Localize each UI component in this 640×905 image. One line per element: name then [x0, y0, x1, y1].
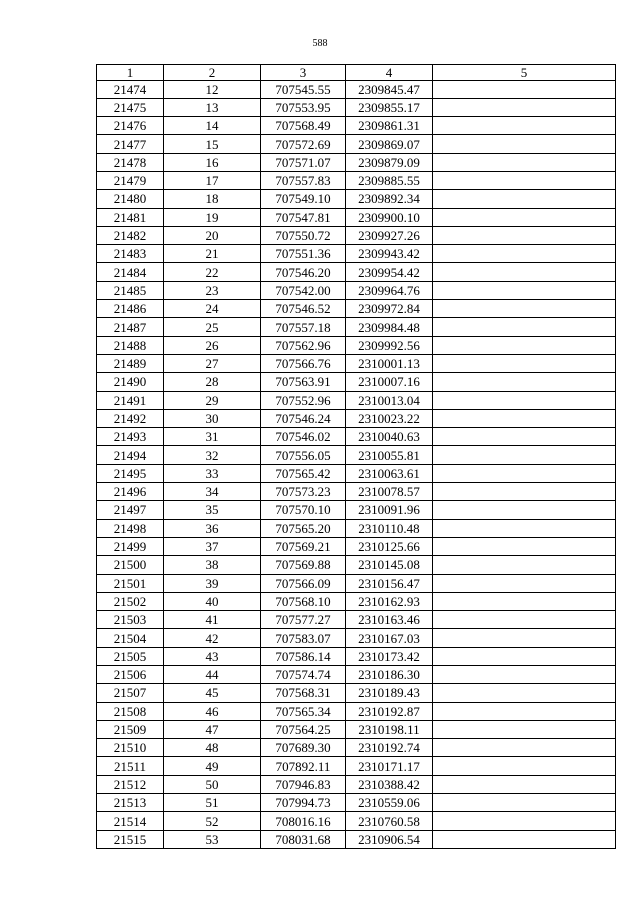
table-row [97, 245, 616, 263]
table-row [97, 666, 616, 684]
table-cell-col-4: 2310001.13 [346, 354, 433, 372]
table-cell-col-2: 50 [164, 775, 261, 793]
table-cell-col-2: 14 [164, 117, 261, 135]
table-cell-col-2: 44 [164, 666, 261, 684]
table-cell-col-2: 45 [164, 684, 261, 702]
table-cell-col-5 [433, 519, 616, 537]
table-cell-col-1: 21486 [97, 300, 164, 318]
table-cell-col-2: 43 [164, 647, 261, 665]
column-header-4: 4 [346, 65, 433, 81]
table-cell-col-5 [433, 80, 616, 98]
coordinates-table [96, 64, 616, 849]
table-cell-col-4: 2310192.74 [346, 739, 433, 757]
table-cell-col-1: 21504 [97, 629, 164, 647]
table-row [97, 556, 616, 574]
page-number: 588 [312, 38, 328, 49]
table-cell-col-2: 41 [164, 611, 261, 629]
table-cell-col-5 [433, 318, 616, 336]
table-row [97, 647, 616, 665]
table-row [97, 446, 616, 464]
table-cell-col-3: 707546.02 [261, 428, 346, 446]
table-cell-col-2: 27 [164, 354, 261, 372]
table-cell-col-5 [433, 98, 616, 116]
table-cell-col-5 [433, 135, 616, 153]
table-cell-col-1: 21503 [97, 611, 164, 629]
table-cell-col-2: 51 [164, 794, 261, 812]
table-cell-col-1: 21497 [97, 501, 164, 519]
table-cell-col-3: 707545.55 [261, 80, 346, 98]
table-cell-col-1: 21485 [97, 281, 164, 299]
table-cell-col-5 [433, 794, 616, 812]
table-cell-col-3: 707553.95 [261, 98, 346, 116]
table-row [97, 611, 616, 629]
table-cell-col-3: 707546.24 [261, 409, 346, 427]
table-cell-col-1: 21481 [97, 208, 164, 226]
table-cell-col-2: 26 [164, 336, 261, 354]
table-cell-col-3: 707946.83 [261, 775, 346, 793]
table-cell-col-3: 707542.00 [261, 281, 346, 299]
table-cell-col-5 [433, 446, 616, 464]
table-cell-col-1: 21511 [97, 757, 164, 775]
table-row [97, 629, 616, 647]
table-cell-col-4: 2310198.11 [346, 720, 433, 738]
table-cell-col-2: 32 [164, 446, 261, 464]
table-row [97, 812, 616, 830]
table-cell-col-2: 46 [164, 702, 261, 720]
table-cell-col-1: 21474 [97, 80, 164, 98]
table-cell-col-3: 708016.16 [261, 812, 346, 830]
table-cell-col-3: 707550.72 [261, 226, 346, 244]
table-cell-col-1: 21482 [97, 226, 164, 244]
table-cell-col-4: 2309869.07 [346, 135, 433, 153]
table-cell-col-5 [433, 464, 616, 482]
table-cell-col-3: 707565.42 [261, 464, 346, 482]
table-cell-col-1: 21499 [97, 537, 164, 555]
table-cell-col-5 [433, 300, 616, 318]
table-cell-col-1: 21513 [97, 794, 164, 812]
table-cell-col-4: 2310162.93 [346, 592, 433, 610]
table-cell-col-3: 707546.20 [261, 263, 346, 281]
table-cell-col-2: 49 [164, 757, 261, 775]
table-cell-col-5 [433, 812, 616, 830]
table-cell-col-2: 24 [164, 300, 261, 318]
table-cell-col-3: 707547.81 [261, 208, 346, 226]
table-row [97, 428, 616, 446]
table-row [97, 190, 616, 208]
table-cell-col-2: 19 [164, 208, 261, 226]
table-cell-col-2: 25 [164, 318, 261, 336]
table-cell-col-4: 2310091.96 [346, 501, 433, 519]
table-cell-col-1: 21480 [97, 190, 164, 208]
table-cell-col-2: 28 [164, 373, 261, 391]
table-row [97, 117, 616, 135]
table-cell-col-1: 21501 [97, 574, 164, 592]
table-cell-col-4: 2310906.54 [346, 830, 433, 848]
table-cell-col-3: 707689.30 [261, 739, 346, 757]
table-cell-col-4: 2309845.47 [346, 80, 433, 98]
table-cell-col-1: 21495 [97, 464, 164, 482]
table-row [97, 702, 616, 720]
table-cell-col-1: 21515 [97, 830, 164, 848]
table-row [97, 519, 616, 537]
table-row [97, 775, 616, 793]
table-cell-col-2: 42 [164, 629, 261, 647]
table-row [97, 281, 616, 299]
table-row [97, 794, 616, 812]
table-cell-col-5 [433, 409, 616, 427]
table-cell-col-4: 2310055.81 [346, 446, 433, 464]
table-cell-col-5 [433, 428, 616, 446]
table-row [97, 318, 616, 336]
table-cell-col-4: 2309879.09 [346, 153, 433, 171]
table-cell-col-3: 707568.10 [261, 592, 346, 610]
table-cell-col-2: 48 [164, 739, 261, 757]
table-cell-col-4: 2310023.22 [346, 409, 433, 427]
table-cell-col-1: 21479 [97, 171, 164, 189]
table-cell-col-3: 707583.07 [261, 629, 346, 647]
table-cell-col-1: 21475 [97, 98, 164, 116]
table-cell-col-5 [433, 171, 616, 189]
table-cell-col-5 [433, 830, 616, 848]
table-cell-col-5 [433, 592, 616, 610]
table-row [97, 391, 616, 409]
table-cell-col-3: 707586.14 [261, 647, 346, 665]
table-cell-col-3: 707562.96 [261, 336, 346, 354]
table-row [97, 153, 616, 171]
header-row [97, 65, 616, 81]
table-cell-col-3: 707570.10 [261, 501, 346, 519]
table-row [97, 483, 616, 501]
table-cell-col-1: 21505 [97, 647, 164, 665]
table-cell-col-1: 21500 [97, 556, 164, 574]
table-cell-col-4: 2310013.04 [346, 391, 433, 409]
table-cell-col-2: 34 [164, 483, 261, 501]
table-cell-col-4: 2310760.58 [346, 812, 433, 830]
table-row [97, 135, 616, 153]
table-cell-col-5 [433, 611, 616, 629]
table-cell-col-3: 707552.96 [261, 391, 346, 409]
table-cell-col-1: 21494 [97, 446, 164, 464]
table-cell-col-3: 707566.09 [261, 574, 346, 592]
table-cell-col-1: 21477 [97, 135, 164, 153]
table-cell-col-2: 15 [164, 135, 261, 153]
table-cell-col-2: 31 [164, 428, 261, 446]
table-cell-col-4: 2310192.87 [346, 702, 433, 720]
table-cell-col-5 [433, 336, 616, 354]
table-row [97, 80, 616, 98]
table-cell-col-1: 21496 [97, 483, 164, 501]
table-cell-col-3: 707565.34 [261, 702, 346, 720]
table-cell-col-2: 20 [164, 226, 261, 244]
table-cell-col-3: 707892.11 [261, 757, 346, 775]
table-cell-col-1: 21487 [97, 318, 164, 336]
table-cell-col-4: 2310189.43 [346, 684, 433, 702]
table-cell-col-4: 2310078.57 [346, 483, 433, 501]
table-cell-col-3: 708031.68 [261, 830, 346, 848]
table-cell-col-5 [433, 666, 616, 684]
table-cell-col-2: 29 [164, 391, 261, 409]
table-row [97, 537, 616, 555]
table-cell-col-4: 2310063.61 [346, 464, 433, 482]
table-cell-col-3: 707574.74 [261, 666, 346, 684]
table-cell-col-1: 21506 [97, 666, 164, 684]
table-cell-col-1: 21493 [97, 428, 164, 446]
table-cell-col-5 [433, 775, 616, 793]
table-cell-col-5 [433, 354, 616, 372]
table-cell-col-1: 21509 [97, 720, 164, 738]
table-cell-col-3: 707569.88 [261, 556, 346, 574]
table-cell-col-1: 21484 [97, 263, 164, 281]
table-cell-col-1: 21492 [97, 409, 164, 427]
table-cell-col-3: 707573.23 [261, 483, 346, 501]
table-cell-col-5 [433, 373, 616, 391]
table-row [97, 757, 616, 775]
table-cell-col-4: 2309943.42 [346, 245, 433, 263]
table-cell-col-1: 21489 [97, 354, 164, 372]
table-cell-col-2: 33 [164, 464, 261, 482]
table-row [97, 720, 616, 738]
table-cell-col-5 [433, 757, 616, 775]
table-cell-col-3: 707556.05 [261, 446, 346, 464]
table-cell-col-1: 21478 [97, 153, 164, 171]
column-header-1: 1 [97, 65, 164, 81]
column-header-2: 2 [164, 65, 261, 81]
table-row [97, 684, 616, 702]
table-body [97, 80, 616, 848]
table-cell-col-4: 2309861.31 [346, 117, 433, 135]
table-cell-col-4: 2309992.56 [346, 336, 433, 354]
table-cell-col-5 [433, 684, 616, 702]
table-cell-col-3: 707557.83 [261, 171, 346, 189]
table-cell-col-4: 2310007.16 [346, 373, 433, 391]
table-cell-col-3: 707549.10 [261, 190, 346, 208]
table-cell-col-3: 707568.49 [261, 117, 346, 135]
table-cell-col-5 [433, 629, 616, 647]
table-cell-col-3: 707571.07 [261, 153, 346, 171]
table-cell-col-5 [433, 483, 616, 501]
table-row [97, 464, 616, 482]
table-cell-col-5 [433, 537, 616, 555]
table-cell-col-1: 21512 [97, 775, 164, 793]
table-cell-col-2: 38 [164, 556, 261, 574]
table-cell-col-4: 2309900.10 [346, 208, 433, 226]
table-cell-col-1: 21502 [97, 592, 164, 610]
table-cell-col-3: 707569.21 [261, 537, 346, 555]
table-cell-col-3: 707565.20 [261, 519, 346, 537]
table-cell-col-5 [433, 208, 616, 226]
table-cell-col-2: 21 [164, 245, 261, 263]
table-cell-col-3: 707572.69 [261, 135, 346, 153]
table-cell-col-1: 21507 [97, 684, 164, 702]
table-cell-col-4: 2310040.63 [346, 428, 433, 446]
column-header-5: 5 [433, 65, 616, 81]
table-cell-col-4: 2310145.08 [346, 556, 433, 574]
table-cell-col-2: 17 [164, 171, 261, 189]
table-cell-col-1: 21491 [97, 391, 164, 409]
table-row [97, 336, 616, 354]
table-cell-col-2: 23 [164, 281, 261, 299]
table-row [97, 830, 616, 848]
table-cell-col-2: 47 [164, 720, 261, 738]
table-cell-col-2: 16 [164, 153, 261, 171]
table-cell-col-2: 12 [164, 80, 261, 98]
table-cell-col-4: 2310167.03 [346, 629, 433, 647]
table-cell-col-5 [433, 245, 616, 263]
table-cell-col-2: 30 [164, 409, 261, 427]
table-cell-col-1: 21476 [97, 117, 164, 135]
table-cell-col-3: 707563.91 [261, 373, 346, 391]
table-row [97, 592, 616, 610]
table-cell-col-5 [433, 153, 616, 171]
table-cell-col-5 [433, 720, 616, 738]
table-cell-col-5 [433, 281, 616, 299]
table-cell-col-1: 21488 [97, 336, 164, 354]
table-cell-col-1: 21508 [97, 702, 164, 720]
table-row [97, 300, 616, 318]
table-row [97, 574, 616, 592]
table-row [97, 739, 616, 757]
table-row [97, 208, 616, 226]
table-cell-col-1: 21514 [97, 812, 164, 830]
table-cell-col-4: 2310156.47 [346, 574, 433, 592]
table-cell-col-4: 2310110.48 [346, 519, 433, 537]
table-cell-col-5 [433, 574, 616, 592]
table-cell-col-2: 18 [164, 190, 261, 208]
table-cell-col-5 [433, 647, 616, 665]
table-cell-col-4: 2310388.42 [346, 775, 433, 793]
table-row [97, 501, 616, 519]
column-header-3: 3 [261, 65, 346, 81]
table-cell-col-4: 2309892.34 [346, 190, 433, 208]
table-row [97, 226, 616, 244]
table-cell-col-4: 2310163.46 [346, 611, 433, 629]
table-cell-col-5 [433, 226, 616, 244]
table-cell-col-4: 2309885.55 [346, 171, 433, 189]
table-row [97, 354, 616, 372]
table-row [97, 263, 616, 281]
table-cell-col-3: 707557.18 [261, 318, 346, 336]
table-row [97, 171, 616, 189]
table-cell-col-4: 2310559.06 [346, 794, 433, 812]
table-cell-col-4: 2309927.26 [346, 226, 433, 244]
table-cell-col-1: 21490 [97, 373, 164, 391]
table-cell-col-2: 35 [164, 501, 261, 519]
table-row [97, 409, 616, 427]
table-cell-col-3: 707546.52 [261, 300, 346, 318]
table-cell-col-4: 2310173.42 [346, 647, 433, 665]
table-cell-col-1: 21498 [97, 519, 164, 537]
table-cell-col-5 [433, 117, 616, 135]
table-cell-col-4: 2309954.42 [346, 263, 433, 281]
table-cell-col-4: 2309964.76 [346, 281, 433, 299]
table-cell-col-3: 707566.76 [261, 354, 346, 372]
table-cell-col-5 [433, 263, 616, 281]
table-cell-col-5 [433, 190, 616, 208]
table-cell-col-2: 22 [164, 263, 261, 281]
table-cell-col-3: 707577.27 [261, 611, 346, 629]
table-cell-col-5 [433, 556, 616, 574]
table-cell-col-3: 707564.25 [261, 720, 346, 738]
table-cell-col-4: 2310186.30 [346, 666, 433, 684]
table-cell-col-5 [433, 391, 616, 409]
table-cell-col-4: 2309855.17 [346, 98, 433, 116]
table-cell-col-2: 39 [164, 574, 261, 592]
table-cell-col-2: 37 [164, 537, 261, 555]
table-cell-col-2: 13 [164, 98, 261, 116]
table-cell-col-3: 707994.73 [261, 794, 346, 812]
table-cell-col-2: 53 [164, 830, 261, 848]
table-cell-col-2: 40 [164, 592, 261, 610]
table-cell-col-5 [433, 702, 616, 720]
table-row [97, 98, 616, 116]
table-row [97, 373, 616, 391]
table-header [97, 65, 616, 81]
table-cell-col-4: 2309972.84 [346, 300, 433, 318]
table-cell-col-2: 36 [164, 519, 261, 537]
table-cell-col-5 [433, 501, 616, 519]
table-cell-col-2: 52 [164, 812, 261, 830]
table-cell-col-1: 21483 [97, 245, 164, 263]
table-cell-col-5 [433, 739, 616, 757]
table-cell-col-3: 707551.36 [261, 245, 346, 263]
table-cell-col-1: 21510 [97, 739, 164, 757]
table-cell-col-4: 2310171.17 [346, 757, 433, 775]
table-cell-col-4: 2309984.48 [346, 318, 433, 336]
table-cell-col-3: 707568.31 [261, 684, 346, 702]
table-cell-col-4: 2310125.66 [346, 537, 433, 555]
